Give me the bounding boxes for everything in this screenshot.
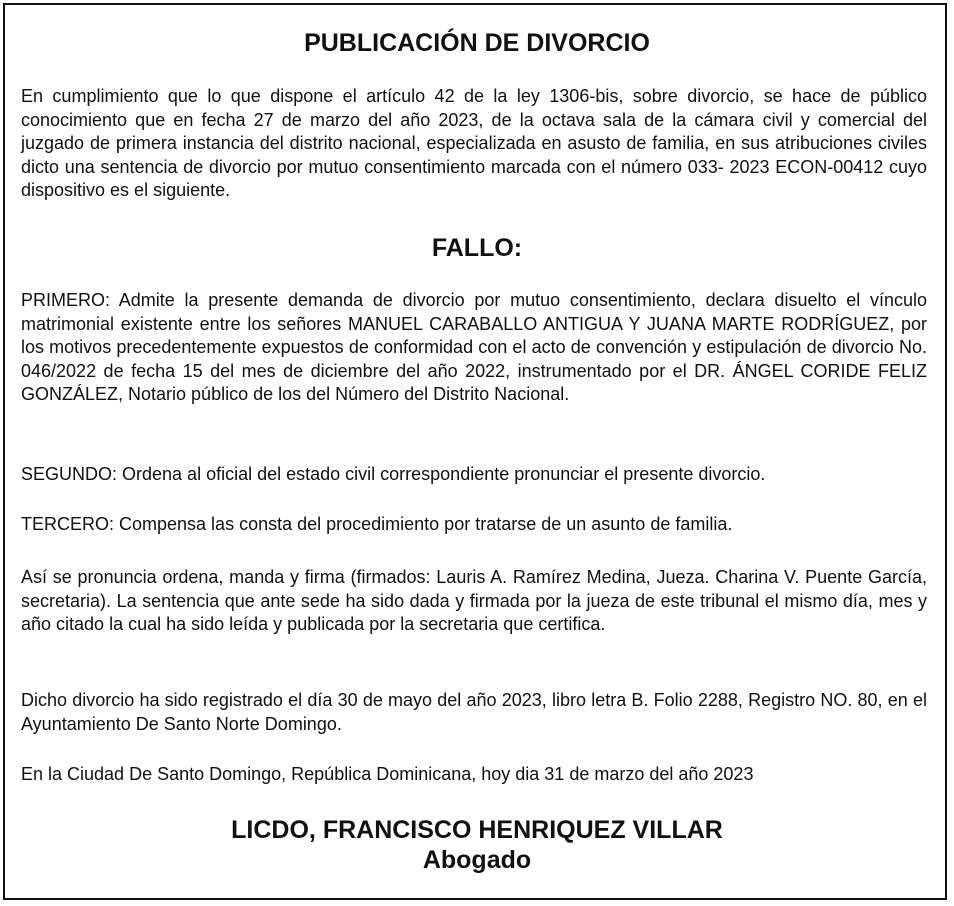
fallo-heading: FALLO: <box>431 234 523 262</box>
document-title: PUBLICACIÓN DE DIVORCIO <box>304 29 650 57</box>
primero-paragraph: PRIMERO: Admite la presente demanda de divorcio por mutuo consentimiento, declara disuelto el vínculo matrimonial existente entre los señores MANUEL CARABALLO ANTIGUA Y JUANA MARTE RODRÍGUEZ, por los motivos precedentemente expuestos de conformidad con el acto de convención y estipulación de divorcio No. 046/2022 de fecha 15 del mes de diciembre del año 2022, instrumentado por el DR. ÁNGEL CORIDE FELIZ GONZÁLEZ, Notario público de los del Número del Distrito Nacional. <box>21 290 927 404</box>
signature-name: LICDO, FRANCISCO HENRIQUEZ VILLAR <box>231 816 723 844</box>
segundo-paragraph: SEGUNDO: Ordena al oficial del estado civil correspondiente pronunciar el presente divorcio. <box>21 464 766 484</box>
signature-block <box>0 815 954 875</box>
place-date-line: En la Ciudad De Santo Domingo, República Dominicana, hoy dia 31 de marzo del año 2023 <box>21 764 754 784</box>
intro-paragraph: En cumplimiento que lo que dispone el artículo 42 de la ley 1306-bis, sobre divorcio, se hace de público conocimiento que en fecha 27 de marzo del año 2023, de la octava sala de la cámara civil y comercial del juzgado de primera instancia del distrito nacional, especializada en asusto de familia, en sus atribuciones civiles dicto una sentencia de divorcio por mutuo consentimiento marcada con el número 033- 2023 ECON-00412 cuyo dispositivo es el siguiente. <box>21 86 927 200</box>
tercero-paragraph: TERCERO: Compensa las consta del procedimiento por tratarse de un asunto de familia. <box>21 514 733 534</box>
pronuncia-paragraph: Así se pronuncia ordena, manda y firma (firmados: Lauris A. Ramírez Medina, Jueza. Charina V. Puente García, secretaria). La sentencia que ante sede ha sido dada y firmada por la jueza de este tribunal el mismo día, mes y año citado la cual ha sido leída y publicada por la secretaria que certifica. <box>21 567 927 634</box>
signature-role: Abogado <box>422 846 532 874</box>
registro-paragraph: Dicho divorcio ha sido registrado el día 30 de mayo del año 2023, libro letra B. Folio 2288, Registro NO. 80, en el Ayuntamiento De Santo Norte Domingo. <box>21 690 927 734</box>
